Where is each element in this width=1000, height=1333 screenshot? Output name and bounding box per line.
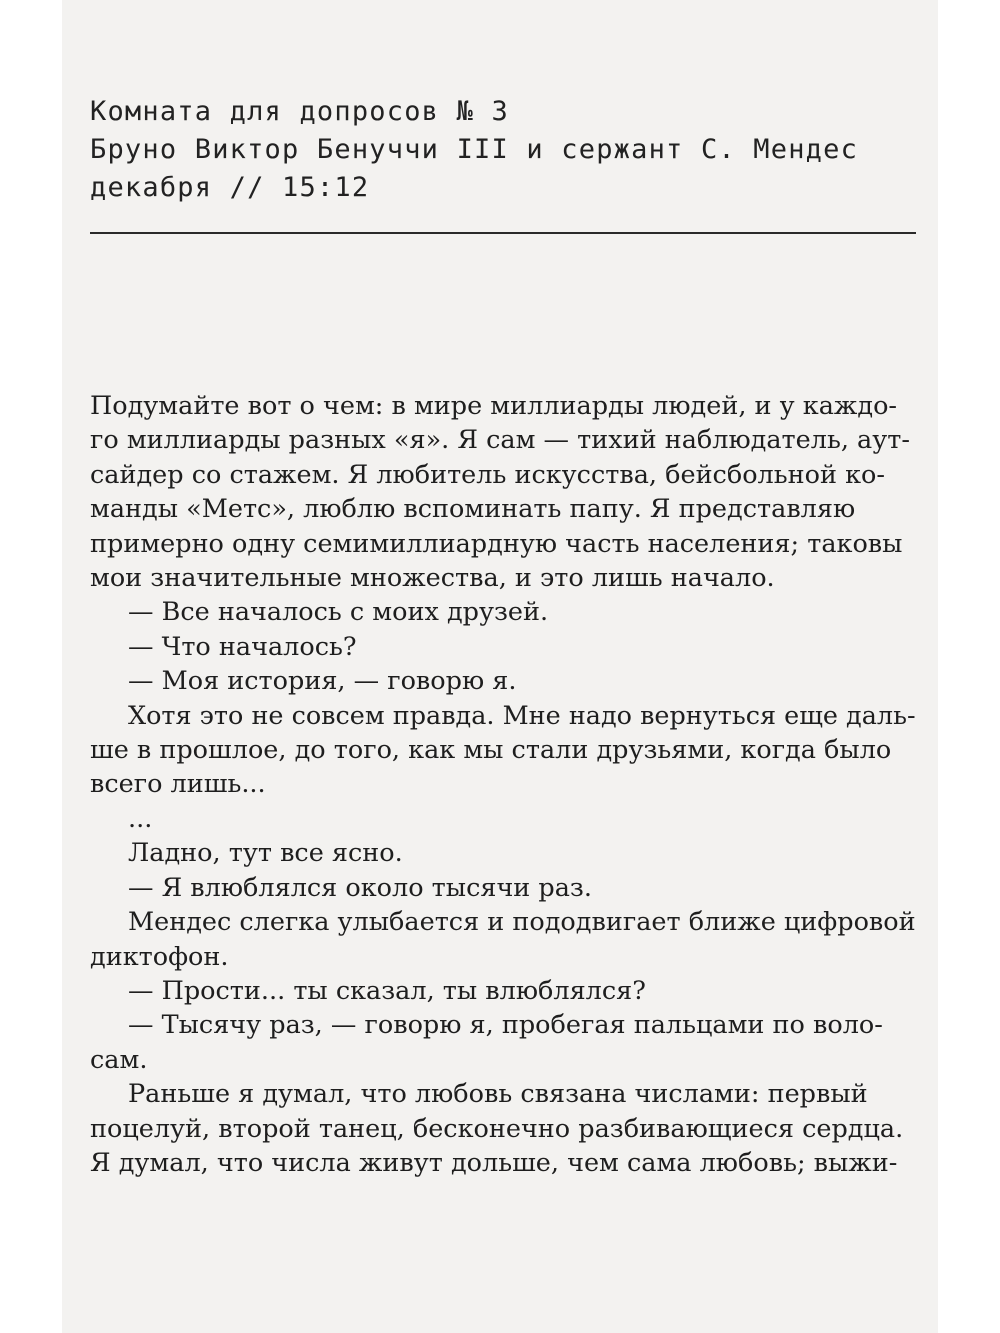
text-line: Ладно, тут все ясно. bbox=[128, 838, 403, 869]
text-line: Подумайте вот о чем: в мире миллиарды людей, и у каждо- bbox=[90, 391, 898, 421]
text-line: поцелуй, второй танец, бесконечно разбивающиеся сердца. bbox=[90, 1113, 904, 1144]
text-line: сам. bbox=[90, 1044, 148, 1075]
text-line: ... bbox=[128, 803, 153, 834]
text-line: Раньше я думал, что любовь связана числами: первый bbox=[128, 1079, 868, 1110]
text-line: ше в прошлое, до того, как мы стали друзьями, когда было bbox=[90, 735, 892, 766]
text-line: примерно одну семимиллиардную часть населения; таковы bbox=[90, 528, 903, 559]
text-line: манды «Метс», люблю вспоминать папу. Я представляю bbox=[90, 494, 856, 525]
text-line: го миллиарды разных «я». Я сам — тихий наблюдатель, аут- bbox=[90, 425, 910, 456]
text-line: диктофон. bbox=[90, 941, 229, 972]
text-line: — Прости... ты сказал, ты влюблялся? bbox=[128, 975, 646, 1006]
header-divider bbox=[90, 232, 916, 234]
text-line: — Что началось? bbox=[128, 631, 357, 662]
text-line: Мендес слегка улыбается и пододвигает ближе цифровой bbox=[128, 907, 916, 938]
text-line: — Тысячу раз, — говорю я, пробегая пальцами по воло- bbox=[128, 1010, 883, 1041]
body-text bbox=[90, 389, 916, 1180]
text-line: мои значительные множества, и это лишь начало. bbox=[90, 563, 775, 594]
text-line: — Я влюблялся около тысячи раз. bbox=[128, 872, 592, 903]
text-line: Я думал, что числа живут дольше, чем сама любовь; выжи- bbox=[90, 1147, 898, 1178]
header-participants: Бруно Виктор Бенуччи III и сержант С. Мендес bbox=[90, 134, 859, 165]
book-page bbox=[62, 0, 938, 1333]
text-line: — Моя история, — говорю я. bbox=[128, 666, 517, 697]
text-line: всего лишь... bbox=[90, 769, 266, 800]
text-line: Хотя это не совсем правда. Мне надо вернуться еще даль- bbox=[127, 700, 916, 731]
header-date-time: декабря // 15:12 bbox=[90, 172, 370, 203]
text-line: сайдер со стажем. Я любитель искусства, бейсбольной ко- bbox=[90, 459, 885, 490]
text-line: — Все началось с моих друзей. bbox=[128, 597, 549, 628]
header-room: Комната для допросов № 3 bbox=[90, 96, 509, 127]
chapter-header bbox=[90, 93, 916, 207]
